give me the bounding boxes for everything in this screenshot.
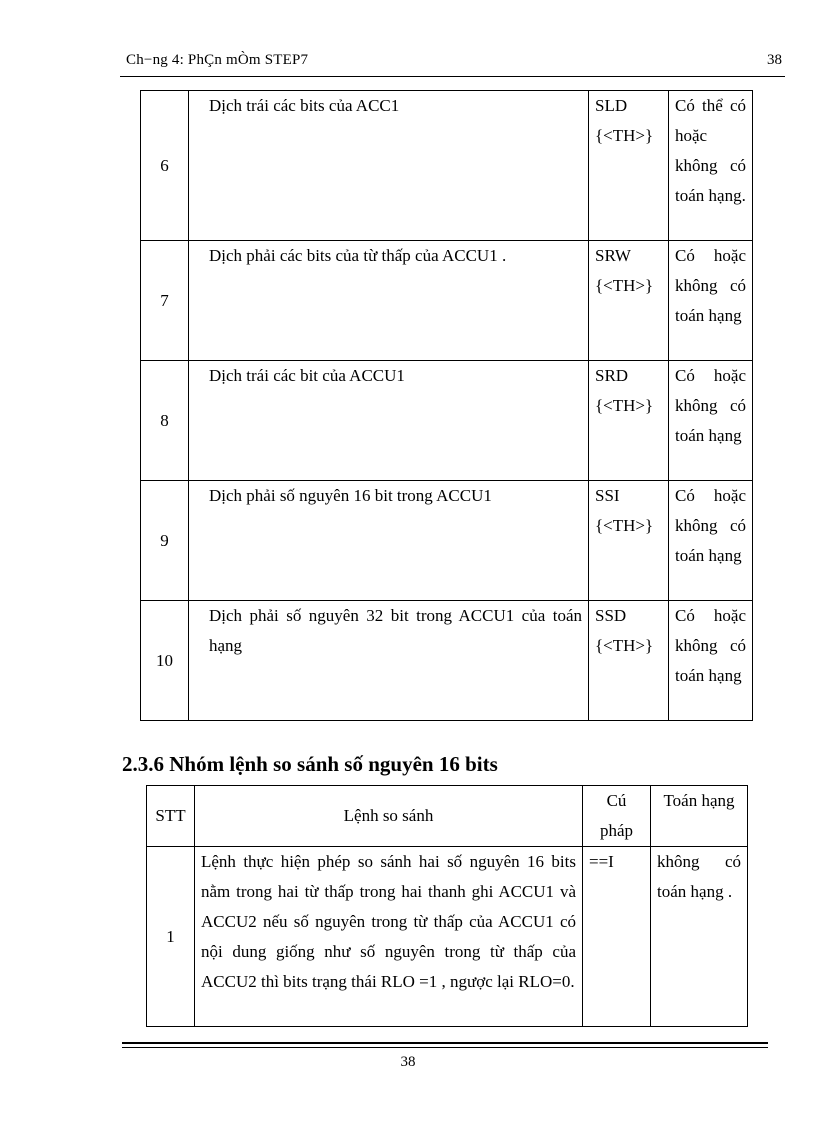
- row-stt: 6: [141, 91, 189, 241]
- row-operand-note: Có thể có hoặc không có toán hạng.: [669, 91, 753, 241]
- footer-page-number: 38: [400, 1054, 416, 1070]
- row-stt: 9: [141, 481, 189, 601]
- table-row: [147, 847, 748, 1027]
- table-header-row: [147, 786, 748, 847]
- row-operand-note: Có hoặc không có toán hạng: [669, 241, 753, 361]
- header-stt: STT: [147, 786, 195, 847]
- shift-instructions-table: [140, 90, 753, 721]
- table-row: [141, 241, 753, 361]
- row-syntax: SLD {<TH>}: [589, 91, 669, 241]
- row-operand-note: Có hoặc không có toán hạng: [669, 601, 753, 721]
- header-operand: Toán hạng: [651, 786, 748, 847]
- row-description: Dịch trái các bit của ACCU1: [189, 361, 589, 481]
- header-page-number: 38: [767, 52, 782, 68]
- row-syntax: SRD {<TH>}: [589, 361, 669, 481]
- table-row: [141, 91, 753, 241]
- row-description: Dịch phải các bits của từ thấp của ACCU1 .: [189, 241, 589, 361]
- row-description: Dịch phải số nguyên 16 bit trong ACCU1: [189, 481, 589, 601]
- header-title: Ch−ng 4: PhÇn mÒm STEP7: [126, 52, 309, 68]
- row-stt: 7: [141, 241, 189, 361]
- row-description: Dịch phải số nguyên 32 bit trong ACCU1 của toán hạng: [189, 601, 589, 721]
- row-operand-note: không có toán hạng .: [651, 847, 748, 1027]
- row-description: Dịch trái các bits của ACC1: [189, 91, 589, 241]
- row-syntax: SSD {<TH>}: [589, 601, 669, 721]
- row-stt: 10: [141, 601, 189, 721]
- header-description: Lệnh so sánh: [195, 786, 583, 847]
- section-heading: 2.3.6 Nhóm lệnh so sánh số nguyên 16 bits: [122, 752, 498, 776]
- compare-instructions-table: [146, 785, 748, 1027]
- row-stt: 1: [147, 847, 195, 1027]
- table-row: [141, 361, 753, 481]
- row-syntax: SRW {<TH>}: [589, 241, 669, 361]
- row-description: Lệnh thực hiện phép so sánh hai số nguyên 16 bits nằm trong hai từ thấp trong hai thanh ghi ACCU1 và ACCU2 nếu số nguyên trong từ thấp của ACCU1 có nội dung giống như số nguyên trong từ thấp của ACCU2 thì bits trạng thái RLO =1 , ngược lại RLO=0.: [195, 847, 583, 1027]
- row-operand-note: Có hoặc không có toán hạng: [669, 481, 753, 601]
- footer-rule-thin: [122, 1047, 768, 1048]
- row-stt: 8: [141, 361, 189, 481]
- row-syntax: SSI {<TH>}: [589, 481, 669, 601]
- table-row: [141, 481, 753, 601]
- row-operand-note: Có hoặc không có toán hạng: [669, 361, 753, 481]
- header-syntax: Cú pháp: [583, 786, 651, 847]
- header-rule: [120, 76, 785, 77]
- row-syntax: ==I: [583, 847, 651, 1027]
- footer-rule-thick: [122, 1042, 768, 1044]
- table-row: [141, 601, 753, 721]
